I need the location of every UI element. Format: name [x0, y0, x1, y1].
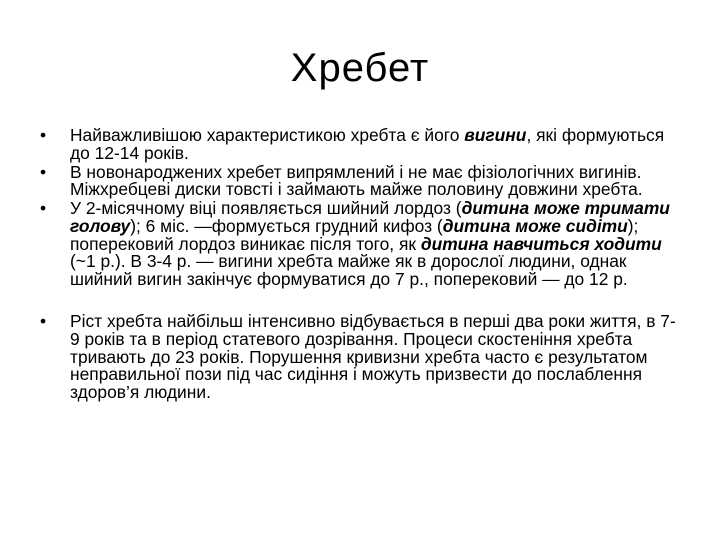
emphasized-text: дитина може сидіти: [442, 215, 628, 236]
bullet-icon: •: [40, 311, 47, 332]
text-segment: Ріст хребта найбільш інтенсивно відбувається в перші два роки життя, в 7-9 років та в період статевого дозрівання. Процеси скостеніння хребта тривають до 23 років. Порушення кривизни хребта часто є результатом неправильної пози під час сидіння і можуть призвести до послаблення здоров’я людини.: [70, 311, 676, 402]
emphasized-text: вигини: [464, 125, 527, 145]
bullet-item: [40, 200, 676, 288]
bullet-item: [40, 313, 676, 401]
bullet-text: [70, 311, 676, 401]
text-segment: У 2-місячному віці появляється шийний лордоз (: [70, 198, 462, 219]
text-segment: Найважливішою характеристикою хребта є його: [70, 125, 465, 145]
emphasized-text: дитина може тримати голову: [70, 198, 670, 236]
bullet-item: [40, 161, 676, 200]
text-segment: (~1 р.). В 3-4 р. — вигини хребта майже як в дорослої людини, однак шийний вигин закінчує формуватися до 7 р., поперековий — до 12 р.: [70, 251, 628, 289]
bullet-text: [70, 162, 643, 200]
text-segment: ); поперековий лордоз виникає після того, як: [70, 215, 639, 254]
text-segment: ); 6 міс. —формується грудний кифоз (: [130, 215, 443, 236]
text-segment: , які формуються до 12-14 років.: [70, 125, 665, 163]
text-segment: В новонароджених хребет випрямлений і не має фізіологічних вигинів. Міжхребцеві диски товсті і займають майже половину довжини хребта.: [70, 161, 643, 200]
slide-title: Хребет: [290, 46, 430, 90]
bullet-item: [40, 127, 676, 162]
emphasized-text: дитина навчиться ходити: [420, 233, 662, 254]
bullet-text: [70, 198, 670, 288]
bullet-icon: •: [40, 161, 47, 182]
bullet-icon: •: [40, 198, 47, 219]
bullet-icon: •: [40, 125, 47, 145]
bullet-list: [40, 127, 676, 403]
bullet-text: [70, 125, 664, 163]
